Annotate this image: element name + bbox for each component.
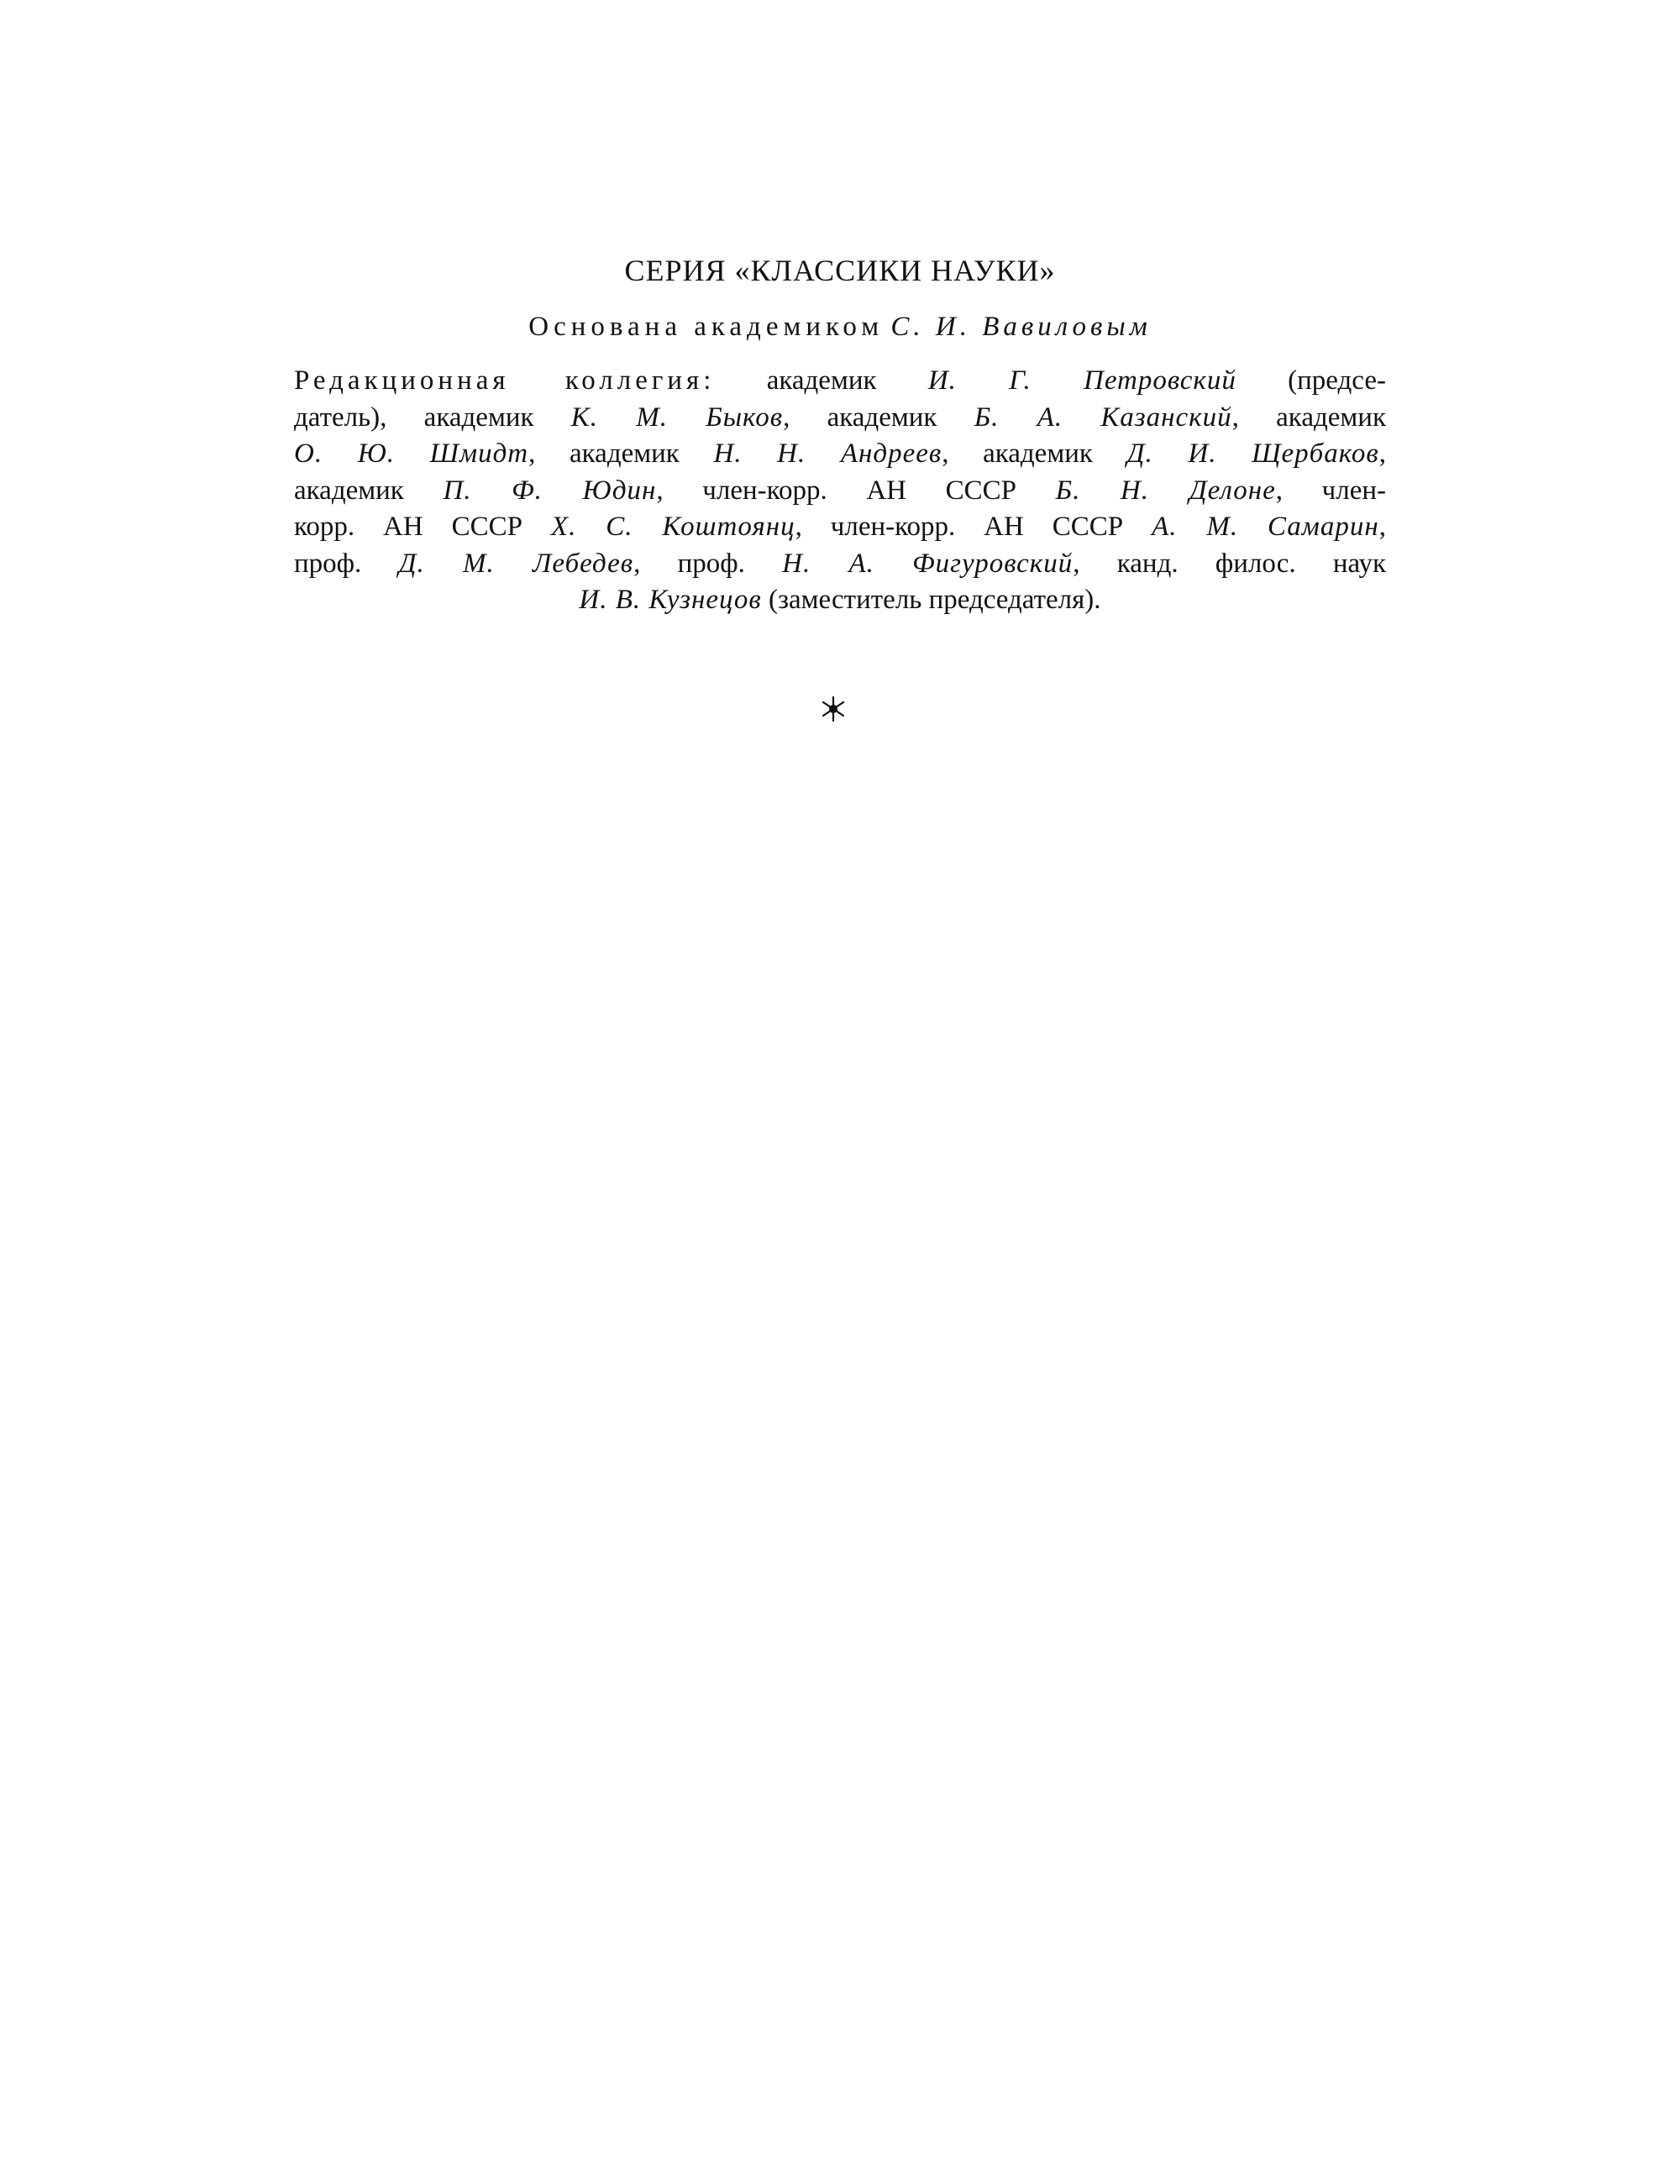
board-member-name: И. В. Кузнецов — [579, 585, 762, 615]
board-text: , академик — [528, 438, 714, 469]
board-text: корр. АН СССР — [294, 512, 551, 542]
board-member-name: Н. Н. Андреев — [713, 438, 942, 469]
board-text: академик — [715, 365, 928, 396]
editorial-board — [294, 363, 1386, 619]
editorial-board-line — [294, 400, 1386, 437]
board-member-name: Б. А. Казанский — [974, 402, 1232, 433]
board-member-name: К. М. Быков — [570, 402, 784, 433]
board-text: , — [1378, 438, 1387, 469]
board-text: (предсе- — [1236, 365, 1386, 396]
board-member-name: Х. С. Коштоянц — [550, 512, 795, 542]
board-member-name: И. Г. Петровский — [927, 365, 1236, 396]
editorial-board-line — [294, 509, 1386, 546]
board-text: датель), академик — [294, 402, 571, 433]
board-text: проф. — [294, 548, 399, 579]
editorial-board-line — [294, 363, 1386, 400]
board-text: , канд. филос. наук — [1073, 548, 1387, 579]
editorial-board-label: Редакционная коллегия: — [294, 365, 716, 396]
founded-by-line — [0, 308, 1680, 345]
editorial-board-line — [294, 546, 1386, 583]
board-text: , проф. — [633, 548, 783, 579]
asterisk-ornament-icon — [815, 690, 852, 727]
board-text: (заместитель председателя). — [761, 585, 1101, 615]
board-text: академик — [294, 475, 444, 506]
editorial-board-line — [294, 582, 1386, 619]
founded-label: Основана академиком — [528, 312, 885, 342]
board-text: , член-корр. АН СССР — [656, 475, 1056, 506]
board-text: , член- — [1275, 475, 1386, 506]
founder-name: С. И. Вавиловым — [890, 312, 1152, 342]
board-member-name: Д. М. Лебедев — [398, 548, 634, 579]
editorial-board-line — [294, 436, 1386, 473]
series-title: СЕРИЯ «КЛАССИКИ НАУКИ» — [624, 254, 1056, 287]
board-member-name: О. Ю. Шмидт — [294, 438, 529, 469]
board-member-name: Д. И. Щербаков — [1126, 438, 1379, 469]
board-text: , академик — [783, 402, 974, 433]
board-text: , — [1378, 512, 1386, 542]
board-text: , член-корр. АН СССР — [795, 512, 1152, 542]
board-member-name: П. Ф. Юдин — [443, 475, 657, 506]
board-text: , академик — [942, 438, 1127, 469]
board-text: , академик — [1231, 402, 1387, 433]
board-member-name: А. М. Самарин — [1152, 512, 1379, 542]
board-member-name: Б. Н. Делоне — [1055, 475, 1276, 506]
editorial-board-line — [294, 473, 1386, 510]
board-member-name: Н. А. Фигуровский — [782, 548, 1074, 579]
